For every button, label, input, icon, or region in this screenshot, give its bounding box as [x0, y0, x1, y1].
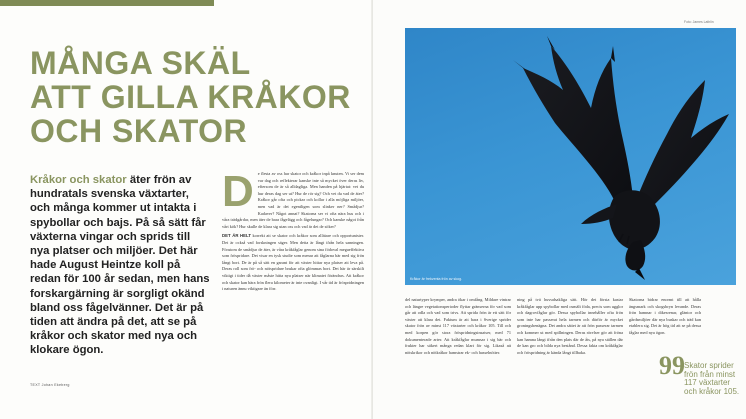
body-column-4: Skatorna bidrar enormt till att hålla ängsmark och skogsbryn levande. Deras frön hamnar i dikesrenar, gläntor och gårdsmiljöer där nya buskar och träd kan etablera sig. Det är hög tid att se på dessa fåglar med nya ögon. [629, 297, 701, 335]
body-column-2: del naturtyper krymper, andra ökar i omfång. Mildare vintrar och längre vegetationsperioder flyttar gränserna för vad som går att odla och vad som trivs. Att sprida frön är ett sätt för växter att klara det. Faktum är att bara i Sverige sprider skator frön av minst 117 växtarter och kråkor 105. Till och med korpen gör stora fröspridningsinsatser, med 71 dokumenterade arter. Att kråkfåglar mumsar i sig bär och frukter har säkert många redan klart för sig. Likaså att nötskrikor och nötkråkor hamstrar ek- och hasselnötter. [405, 297, 511, 355]
body-column-1 [222, 167, 365, 293]
headline-line-1: MÅNGA SKÄL [30, 45, 251, 81]
section-color-bar [0, 0, 214, 6]
ingress-lead: Kråkor och skator [30, 174, 127, 186]
photo-credit: Foto: James Lathlin [684, 20, 714, 24]
article-headline [30, 46, 370, 148]
paragraph-lead-in: DET ÄR HELT [222, 233, 251, 239]
headline-line-2: ATT GILLA KRÅKOR [30, 79, 351, 115]
flying-crow-illustration [405, 28, 736, 285]
pull-quote [662, 362, 742, 396]
quote-mark-icon: 99 [659, 351, 685, 380]
body-column-3: ning på tvä huvudsakliga sätt. Hör det första kastar kråkfåglar upp spybollar med osmält föda, precis som ugglor och dagrovfåglar gör. Dessa spybollar innehåller ofta frön som inte har passerat hela tarmen och därför är mycket groningsbenägna. Det andra sättet är att frön passerar tarmen och kommer ut med spillningen. Deras rörelser gör att fröna kan hamna långt ifrån den plats där de åts, på nya ställen där de kan gro och bilda nya bestånd. Dessa fakta om kråkfåglar och fröspridning är kända långt tillbaka. [517, 297, 623, 355]
crow-photo [405, 28, 736, 285]
body-paragraph: e flesta av oss har skator och kråkor inpå knuten. Vi ser dem var dag och reflekterar kanske inte så mycket över deras liv, eftersom de är så alldagliga. Men handen på hjärtat: vet du hur deras dag ser ut? Hur de rör sig? Och vet du vad de äter? Kråkor går ofta och pickar och kollar i alla möjliga miljöer, men vad är det egentligen som slinker ner? Smådjur? Kadaver? Något annat? Skatorna ser vi ofta nära hus och i våra trädgårdar, men äter de bara fågelägg och fågelungar? Och kanske något från vårt kök? Hur skulle de klara sig utan oss och vad är det de söker? [222, 171, 364, 229]
body-paragraph [222, 233, 364, 292]
byline: TEXT Johan Ekeberg [30, 383, 70, 387]
pull-quote-text: Skator sprider frön från minst 117 växtarter och kråkor 105. [684, 361, 740, 396]
photo-caption: Kråkor är frekventa frön av skog. [410, 277, 463, 281]
paragraph-text: korrekt att se skator och kråkor som allätare och opportunister. Det är också vad forskningen säger. Men detta är långt ifrån hela sanningen. Förutom de smådjur de äter, är våra kråkfåglar genom sina födoval megaeffektiva som fröspridare. Det visar en tysk studie som menar att fåglarna bär med sig frön långt bort. De är på så sätt en garant för att växter hittar nya platser att leva på. Deras roll som frö- och nötspridare brukar ofta glömmas bort. Det här är särskilt viktigt i tider då växter måste hitta nya platser när klimatet förändras. Att kråkor och skator kan bära frön flera kilometer är inte ovanligt. I vår tid är fröspridningen i naturen ännu viktigare än förr. [222, 233, 365, 292]
headline-line-3: OCH SKATOR [30, 113, 248, 149]
ingress-text: äter frön av hundratals svenska växtarter, och många kommer ut intakta i spybollar och bajs. På så sätt får växterna vingar och sprids till nya platser och miljöer. Det här hade August Heintze koll på redan för 100 år sedan, men hans forskargärning är sorgligt okänd bland oss fågelvänner. Det är på tiden att ändra på det, att se på kråkor och skator med nya och klokare ögon. [30, 174, 210, 357]
drop-cap: D [222, 167, 254, 216]
article-ingress [30, 173, 210, 358]
